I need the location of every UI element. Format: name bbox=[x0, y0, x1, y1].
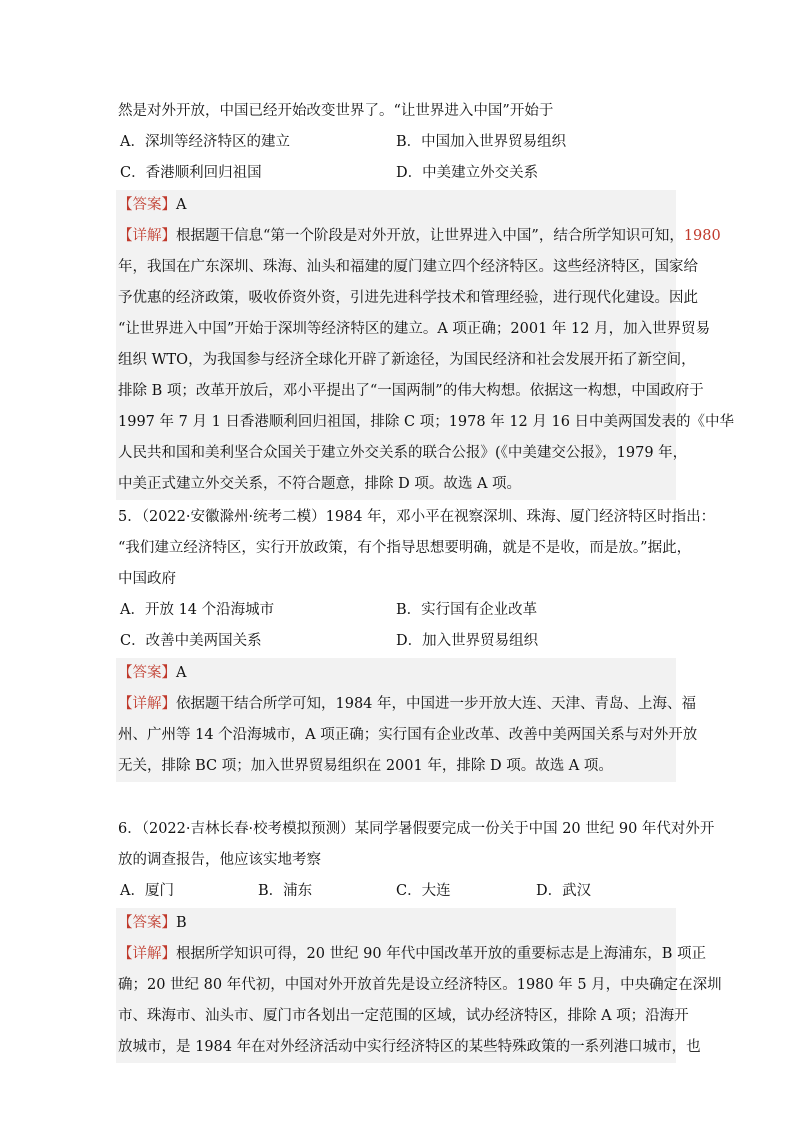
detail-tag: 【详解】 bbox=[118, 228, 176, 244]
q6-option-b[interactable]: B．浦东 bbox=[258, 883, 313, 899]
q4-detail-line: 组织 WTO，为我国参与经济全球化开辟了新途径，为国民经济和社会发展开拓了新空间， bbox=[118, 352, 696, 368]
q6-option-d[interactable]: D．武汉 bbox=[536, 883, 592, 899]
q4-options-row-1 bbox=[118, 127, 678, 158]
q5-detail-line: 州、广州等 14 个沿海城市，A 项正确；实行国有企业改革、改善中美两国关系与对外开放 bbox=[118, 727, 698, 743]
q5-option-c[interactable]: C．改善中美两国关系 bbox=[120, 633, 262, 649]
q4-option-b[interactable]: B．中国加入世界贸易组织 bbox=[396, 134, 567, 150]
q5-stem-line: “我们建立经济特区，实行开放政策，有个指导思想要明确，就是不是收，而是放。”据此， bbox=[118, 540, 692, 556]
q6-stem-line: 放的调查报告，他应该实地考察 bbox=[118, 852, 321, 868]
q4-stem-line: 然是对外开放，中国已经开始改变世界了。“让世界进入中国”开始于 bbox=[118, 103, 554, 119]
q5-option-b[interactable]: B．实行国有企业改革 bbox=[396, 602, 538, 618]
q4-detail-line: 1997 年 7 月 1 日香港顺利回归祖国，排除 C 项；1978 年 12 月 16 日中美两国发表的《中华 bbox=[118, 414, 735, 430]
q4-answer-value: A bbox=[176, 197, 187, 213]
q4-detail-line: 【详解】根据题干信息“第一个阶段是对外开放，让世界进入中国”，结合所学知识可知，1980 bbox=[118, 228, 721, 244]
q4-detail-line: 中美正式建立外交关系，不符合题意，排除 D 项。故选 A 项。 bbox=[118, 476, 522, 492]
q5-stem-line: 5．（2022·安徽滁州·统考二模）1984 年，邓小平在视察深圳、珠海、厦门经济特区时指出： bbox=[118, 509, 716, 525]
q6-answer-row bbox=[116, 908, 676, 939]
q5-option-a[interactable]: A．开放 14 个沿海城市 bbox=[120, 602, 275, 618]
q5-answer-block bbox=[116, 658, 698, 782]
q6-detail-line: 【详解】根据所学知识可得，20 世纪 90 年代中国改革开放的重要标志是上海浦东，B 项正 bbox=[118, 946, 706, 962]
q6-option-a[interactable]: A．厦门 bbox=[120, 883, 174, 899]
q5-options-row-2 bbox=[118, 626, 678, 657]
q5-detail-line: 无关，排除 BC 项；加入世界贸易组织在 2001 年，排除 D 项。故选 A 项。 bbox=[118, 758, 613, 774]
detail-tag: 【详解】 bbox=[118, 696, 176, 712]
q5-detail-line: 【详解】依据题干结合所学可知，1984 年，中国进一步开放大连、天津、青岛、上海、福 bbox=[118, 696, 697, 712]
q6-options-row bbox=[118, 876, 678, 907]
q4-option-a[interactable]: A．深圳等经济特区的建立 bbox=[120, 134, 290, 150]
q6-answer-block bbox=[116, 908, 722, 1063]
q4-option-c[interactable]: C．香港顺利回归祖国 bbox=[120, 165, 262, 181]
answer-tag: 【答案】 bbox=[118, 915, 176, 931]
q4-detail-line: 排除 B 项；改革开放后，邓小平提出了“一国两制”的伟大构想。依据这一构想，中国政府于 bbox=[118, 383, 704, 399]
q4-answer-row bbox=[116, 190, 676, 221]
q6-answer-value: B bbox=[176, 915, 187, 931]
q6-detail-line: 放城市，是 1984 年在对外经济活动中实行经济特区的某些特殊政策的一系列港口城市，也 bbox=[118, 1039, 701, 1055]
q4-detail-line: 予优惠的经济政策，吸收侨资外资，引进先进科学技术和管理经验，进行现代化建设。因此 bbox=[118, 290, 698, 306]
answer-tag: 【答案】 bbox=[118, 665, 176, 681]
answer-tag: 【答案】 bbox=[118, 197, 176, 213]
q5-stem-line: 中国政府 bbox=[118, 571, 176, 587]
q4-answer-block bbox=[116, 190, 735, 500]
q5-answer-value: A bbox=[176, 665, 187, 681]
q6-stem-line: 6．（2022·吉林长春·校考模拟预测）某同学暑假要完成一份关于中国 20 世纪 90 年代对外开 bbox=[118, 821, 715, 837]
q4-option-d[interactable]: D．中美建立外交关系 bbox=[396, 165, 539, 181]
q5-option-d[interactable]: D．加入世界贸易组织 bbox=[396, 633, 539, 649]
detail-tag: 【详解】 bbox=[118, 946, 176, 962]
q4-detail-line: “让世界进入中国”开始于深圳等经济特区的建立。A 项正确；2001 年 12 月，加入世界贸易 bbox=[118, 321, 711, 337]
q4-options-row-2 bbox=[118, 158, 678, 189]
q6-detail-line: 市、珠海市、汕头市、厦门市各划出一定范围的区域，试办经济特区，排除 A 项；沿海开 bbox=[118, 1008, 689, 1024]
q6-option-c[interactable]: C．大连 bbox=[396, 883, 451, 899]
q5-options-row-1 bbox=[118, 595, 678, 626]
q4-detail-line: 人民共和国和美利坚合众国关于建立外交关系的联合公报》(《中美建交公报》，1979 年， bbox=[118, 445, 688, 461]
q6-detail-line: 确；20 世纪 80 年代初，中国对外开放首先是设立经济特区。1980 年 5 月，中央确定在深圳 bbox=[118, 977, 722, 993]
q4-detail-line: 年，我国在广东深圳、珠海、汕头和福建的厦门建立四个经济特区。这些经济特区，国家给 bbox=[118, 259, 698, 275]
q5-answer-row bbox=[116, 658, 676, 689]
